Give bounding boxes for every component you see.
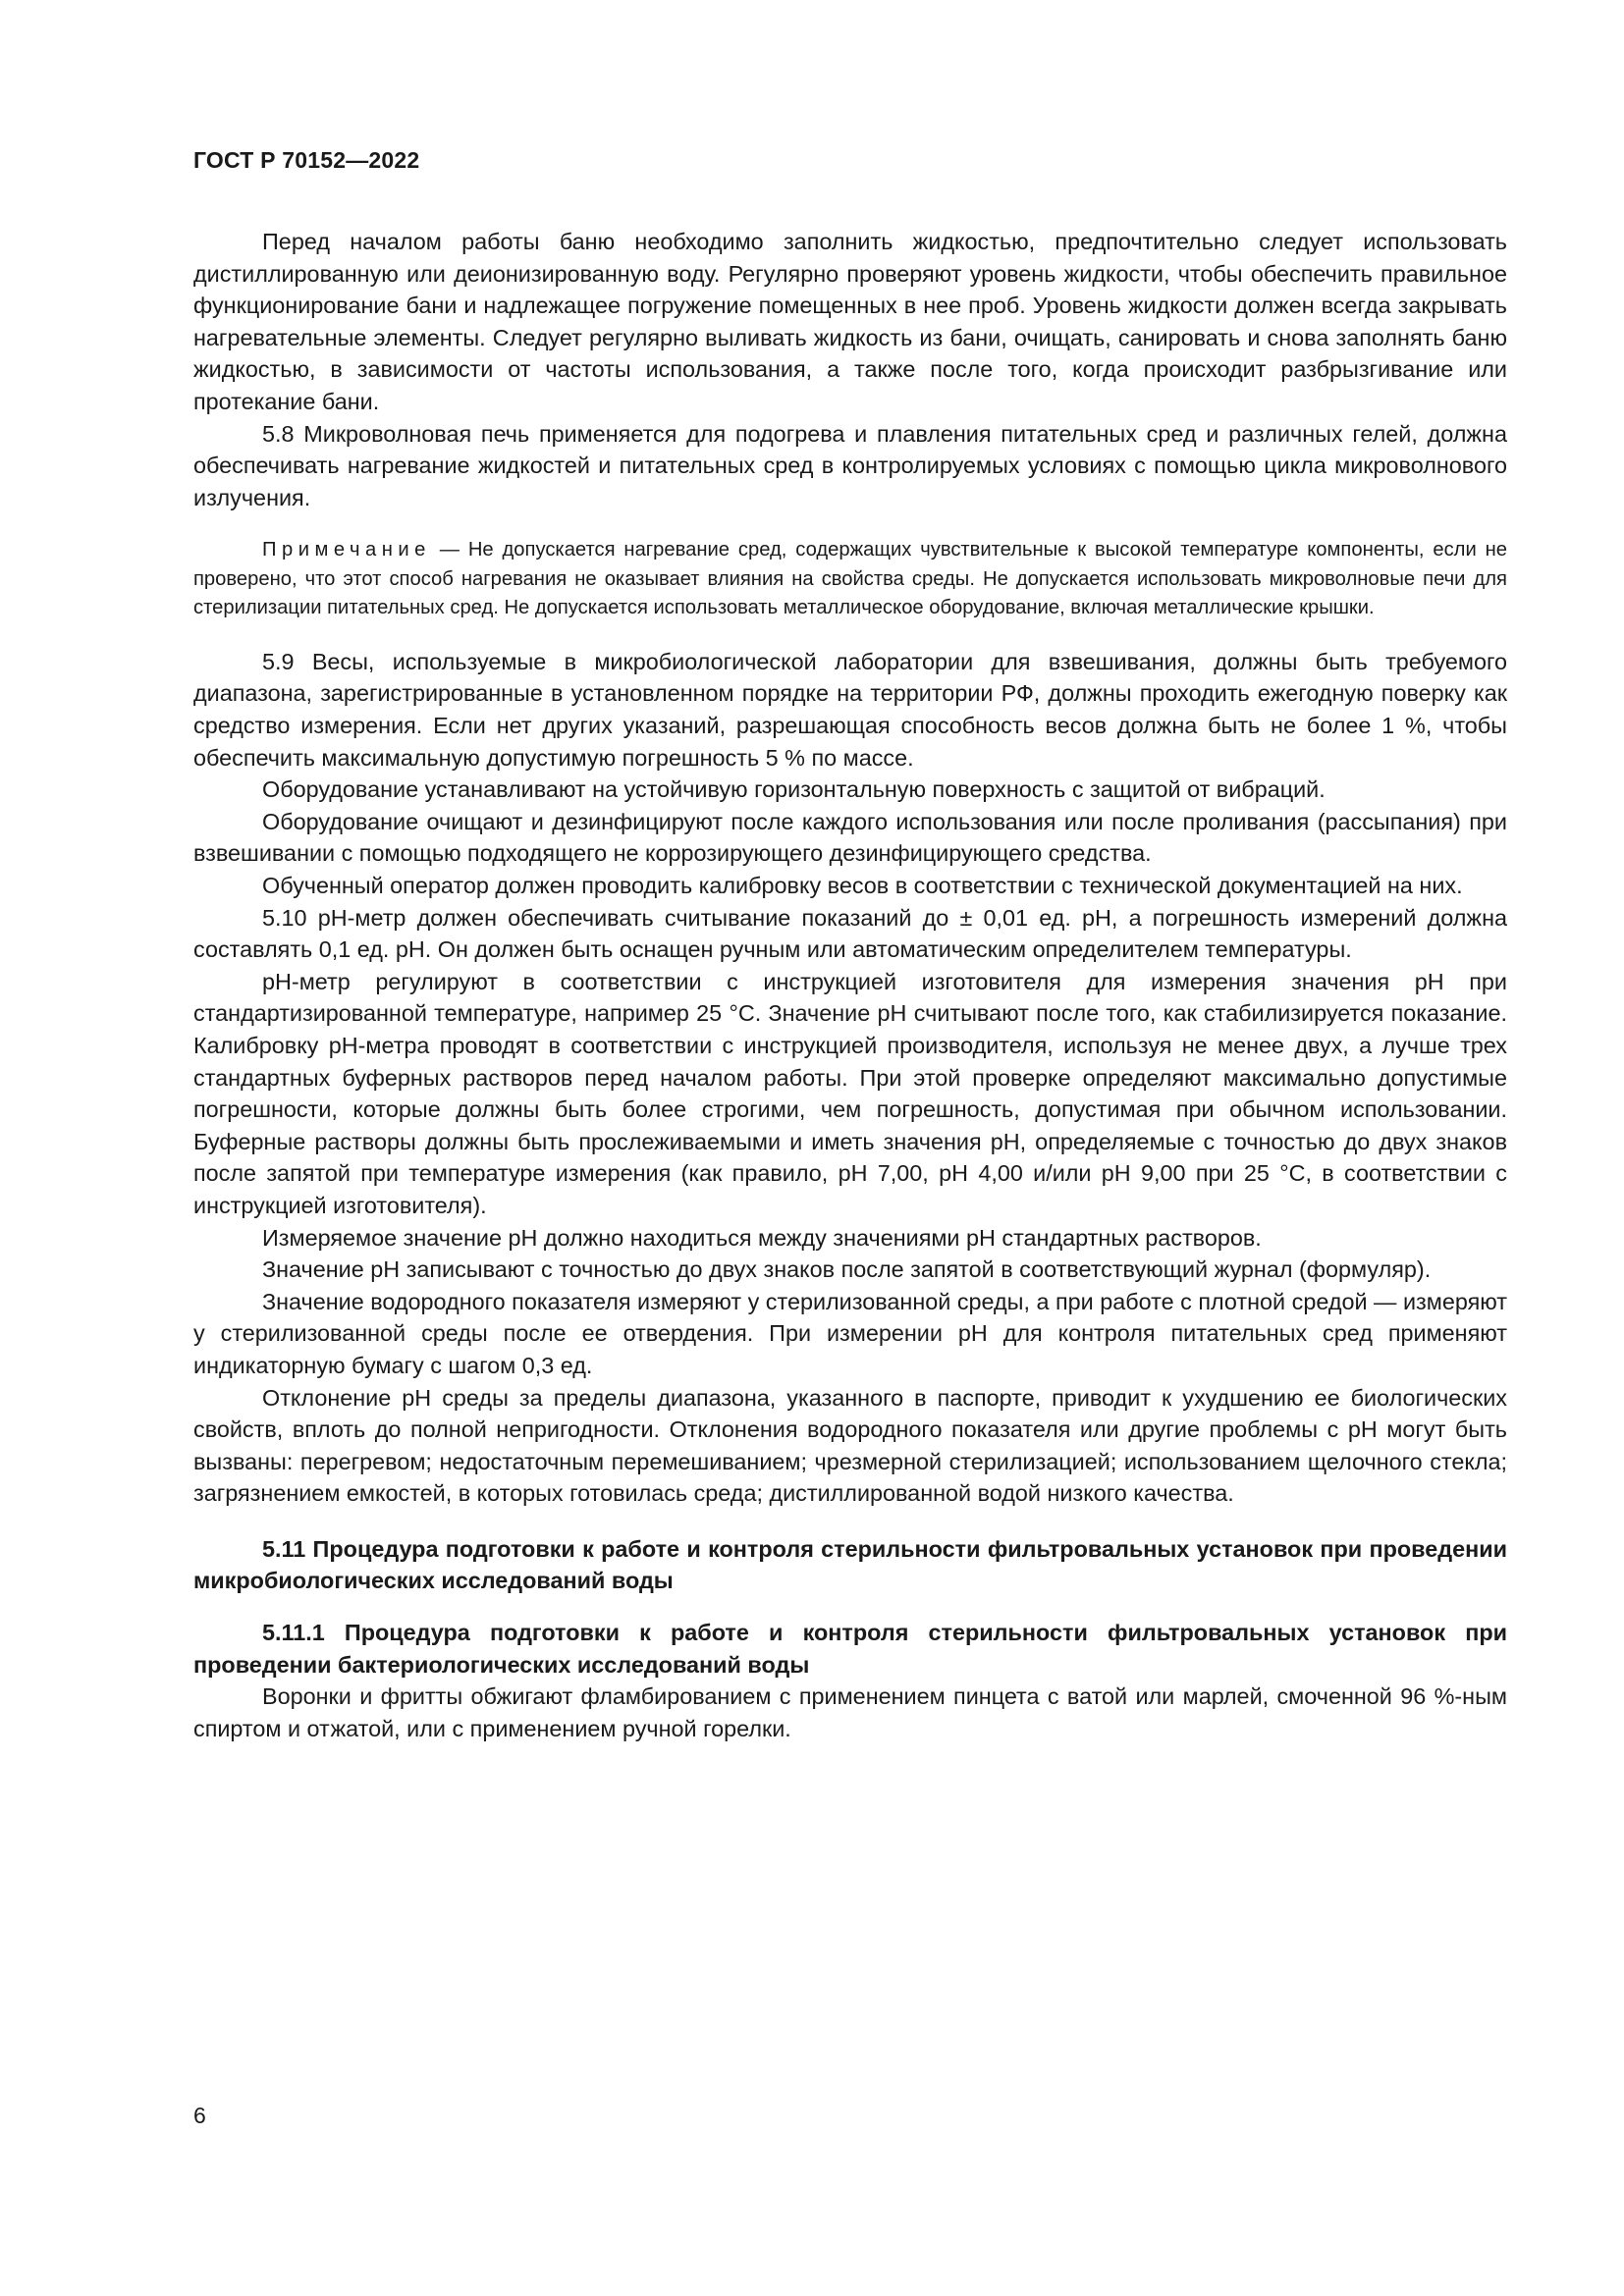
- section-heading-5-11-1: 5.11.1 Процедура подготовки к работе и контроля стерильности фильтровальных установок при проведении бактериологических исследований воды: [193, 1620, 1507, 1678]
- note-text: — Не допускается нагревание сред, содержащих чувствительные к высокой температуре компоненты, если не проверено, что этот способ нагревания не оказывает влияния на свойства среды. Не допускается использовать микроволновые печи для стерилизации питательных сред. Не допускается использовать металлическое оборудование, включая металлические крышки.: [193, 539, 1507, 619]
- page-number: 6: [193, 2103, 206, 2128]
- paragraph-ph-range: Измеряемое значение рН должно находиться между значениями рН стандартных растворов.: [262, 1224, 1262, 1251]
- section-heading-5-11: 5.11 Процедура подготовки к работе и контроля стерильности фильтровальных установок при проведении микробиологических исследований воды: [193, 1535, 1507, 1594]
- paragraph-5-8-microwave: 5.8 Микроволновая печь применяется для подогрева и плавления питательных сред и различных гелей, должна обеспечивать нагревание жидкостей и питательных сред в контролируемых условиях с помощью цикла микроволнового излучения.: [193, 420, 1507, 510]
- document-header: ГОСТ Р 70152—2022: [193, 147, 420, 173]
- paragraph-funnels-flaming: Воронки и фритты обжигают фламбированием с применением пинцета с ватой или марлей, смоченной 96 %-ным спиртом и отжатой, или с применением ручной горелки.: [193, 1683, 1507, 1741]
- note-label: Примечание: [262, 539, 431, 561]
- paragraph-scales-installation: Оборудование устанавливают на устойчивую горизонтальную поверхность с защитой от вибраций.: [262, 776, 1326, 803]
- document-body: [193, 226, 1507, 1744]
- paragraph-scales-calibration: Обученный оператор должен проводить калибровку весов в соответствии с технической документацией на них.: [262, 873, 1463, 898]
- paragraph-ph-calibration: рН-метр регулируют в соответствии с инструкцией изготовителя для измерения значения рН при стандартизированной температуре, например 25 °С. Значение рН считывают после того, как стабилизируется показание. Калибровку рН-метра проводят в соответствии с инструкцией производителя, используя не менее двух, а лучше трех стандартных буферных растворов перед началом работы. При этой проверке определяют максимально допустимые погрешности, которые должны быть более строгими, чем погрешность, допустимая при обычном использовании. Буферные растворы должны быть прослеживаемыми и иметь значения рН, определяемые с точностью до двух знаков после запятой при температуре измерения (как правило, рН 7,00, рН 4,00 и/или рН 9,00 при 25 °С, в соответствии с инструкцией изготовителя).: [193, 968, 1507, 1218]
- paragraph-5-9-scales: 5.9 Весы, используемые в микробиологической лаборатории для взвешивания, должны быть требуемого диапазона, зарегистрированные в установленном порядке на территории РФ, должны проходить ежегодную поверку как средство измерения. Если нет других указаний, разрешающая способность весов должна быть не более 1 %, чтобы обеспечить максимальную допустимую погрешность 5 % по массе.: [193, 648, 1507, 771]
- paragraph-bath-filling: Перед началом работы баню необходимо заполнить жидкостью, предпочтительно следует использовать дистиллированную или деионизированную воду. Регулярно проверяют уровень жидкости, чтобы обеспечить правильное функционирование бани и надлежащее погружение помещенных в нее проб. Уровень жидкости должен всегда закрывать нагревательные элементы. Следует регулярно выливать жидкость из бани, очищать, санировать и снова заполнять баню жидкостью, в зависимости от частоты использования, а также после того, когда происходит разбрызгивание или протекание бани.: [193, 229, 1507, 414]
- note-microwave: [193, 536, 1507, 623]
- paragraph-ph-recording: Значение рН записывают с точностью до двух знаков после запятой в соответствующий журнал (формуляр).: [262, 1256, 1432, 1283]
- paragraph-scales-cleaning: Оборудование очищают и дезинфицируют после каждого использования или после проливания (рассыпания) при взвешивании с помощью подходящего не коррозирующего дезинфицирующего средства.: [193, 808, 1507, 867]
- paragraph-ph-measurement: Значение водородного показателя измеряют у стерилизованной среды, а при работе с плотной средой — измеряют у стерилизованной среды после ее отвердения. При измерении рН для контроля питательных сред применяют индикаторную бумагу с шагом 0,3 ед.: [193, 1288, 1507, 1378]
- paragraph-ph-deviation: Отклонение рН среды за пределы диапазона, указанного в паспорте, приводит к ухудшению ее биологических свойств, вплоть до полной непригодности. Отклонения водородного показателя или другие проблемы с рН могут быть вызваны: перегревом; недостаточным перемешиванием; чрезмерной стерилизацией; использованием щелочного стекла; загрязнением емкостей, в которых готовилась среда; дистиллированной водой низкого качества.: [193, 1384, 1507, 1507]
- paragraph-5-10-ph-meter: 5.10 рН-метр должен обеспечивать считывание показаний до ± 0,01 ед. рН, а погрешность измерений должна составлять 0,1 ед. рН. Он должен быть оснащен ручным или автоматическим определителем температуры.: [193, 904, 1507, 963]
